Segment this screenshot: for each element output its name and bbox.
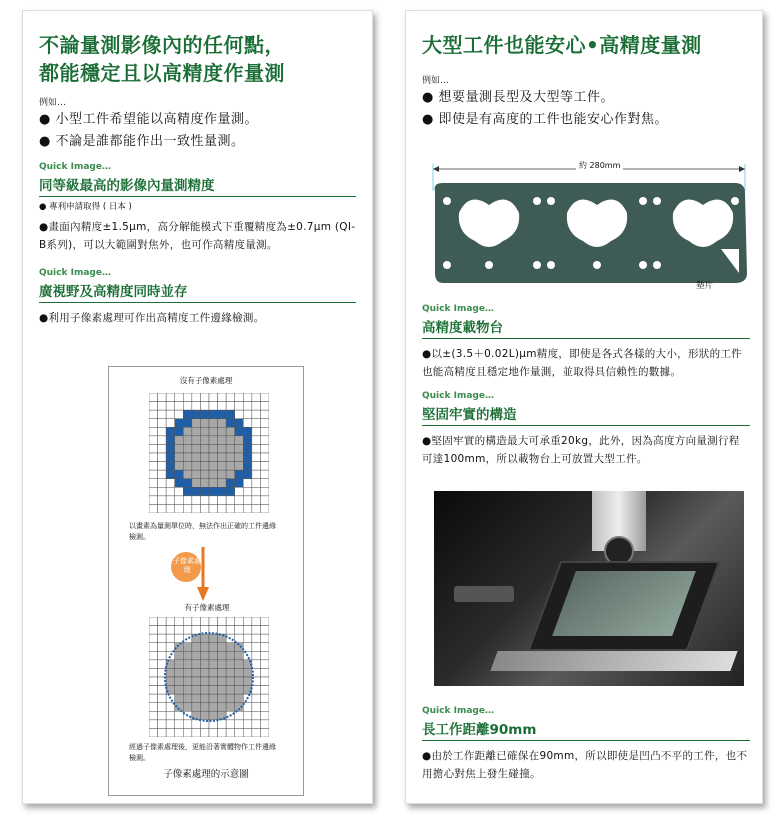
pixel-grid-with-subpixel xyxy=(149,617,269,737)
left-qi-2: Quick Image… xyxy=(39,268,111,278)
left-title-line2: 都能穩定且以高精度作量測 xyxy=(39,61,285,85)
right-qi-3: Quick Image… xyxy=(422,706,494,716)
left-section-2-body: ●利用子像素處理可作出高精度工件邊緣檢測。 xyxy=(39,312,265,324)
right-bullet-1: ● 想要量測長型及大型等工件。 xyxy=(422,90,614,105)
left-panel xyxy=(22,10,373,804)
left-qi-1: Quick Image… xyxy=(39,162,111,172)
dimension-label: 約 280mm xyxy=(576,160,623,171)
subpixel-figure xyxy=(108,366,304,796)
gasket-image xyxy=(429,161,749,296)
left-bullet-1: ● 小型工件希望能以高精度作量測。 xyxy=(39,112,258,127)
right-bullet-2: ● 即使是有高度的工件也能安心作對焦。 xyxy=(422,112,668,127)
pixel-grid-without-subpixel xyxy=(149,393,269,513)
right-section-2-body: ●堅固牢實的構造最大可承重20kg，此外，因為高度方向量測行程可達100mm，所以載物台上可放置大型工件。 xyxy=(422,435,740,465)
right-qi-1: Quick Image… xyxy=(422,304,494,314)
fig-top-label: 沒有子像素處理 xyxy=(179,376,233,385)
right-section-2-title: 堅固牢實的構造 xyxy=(422,403,750,426)
gasket-label: 墊片 xyxy=(696,281,714,291)
fig-bottom-label: 有子像素處理 xyxy=(184,603,230,612)
fig-caption: 子像素處理的示意圖 xyxy=(163,769,249,780)
right-title: 大型工件也能安心•高精度量測 xyxy=(422,33,702,57)
measuring-machine-photo xyxy=(434,491,744,686)
right-panel xyxy=(405,10,763,804)
subpixel-badge: 子像素處理 xyxy=(173,557,201,574)
right-section-1-body: ●以±(3.5＋0.02L)μm精度，即使是各式各樣的大小，形狀的工件也能高精度且穩定地作量測，並取得具信賴性的數據。 xyxy=(422,348,742,378)
left-example: 例如… xyxy=(39,98,67,108)
arrow-down-icon xyxy=(171,545,211,605)
left-section-1-body: ●畫面內精度±1.5μm，高分解能模式下重覆精度為±0.7μm (QI-B系列)，可以大範圍對焦外，也可作高精度量測。 xyxy=(39,221,356,251)
patent-note: ● 專利申請取得 ( 日本 ) xyxy=(39,202,132,212)
fig-note-2: 經過子像素處理後，更能沿著實體物作工件邊緣檢測。 xyxy=(129,743,276,762)
right-qi-2: Quick Image… xyxy=(422,391,494,401)
left-bullet-2: ● 不論是誰都能作出一致性量測。 xyxy=(39,134,245,149)
left-title-line1: 不論量測影像內的任何點， xyxy=(39,33,285,57)
fig-note-1: 以畫素為量測單位時，無法作出正確的工件邊緣檢測。 xyxy=(129,522,276,541)
right-section-3-body: ●由於工作距離已確保在90mm，所以即使是凹凸不平的工件，也不用擔心對焦上發生碰撞。 xyxy=(422,750,748,780)
right-section-3-title: 長工作距離90mm xyxy=(422,718,750,741)
right-section-1-title: 高精度載物台 xyxy=(422,316,750,339)
right-example: 例如… xyxy=(422,76,450,86)
left-section-1-title: 同等級最高的影像內量測精度 xyxy=(39,174,356,197)
left-section-2-title: 廣視野及高精度同時並存 xyxy=(39,280,356,303)
